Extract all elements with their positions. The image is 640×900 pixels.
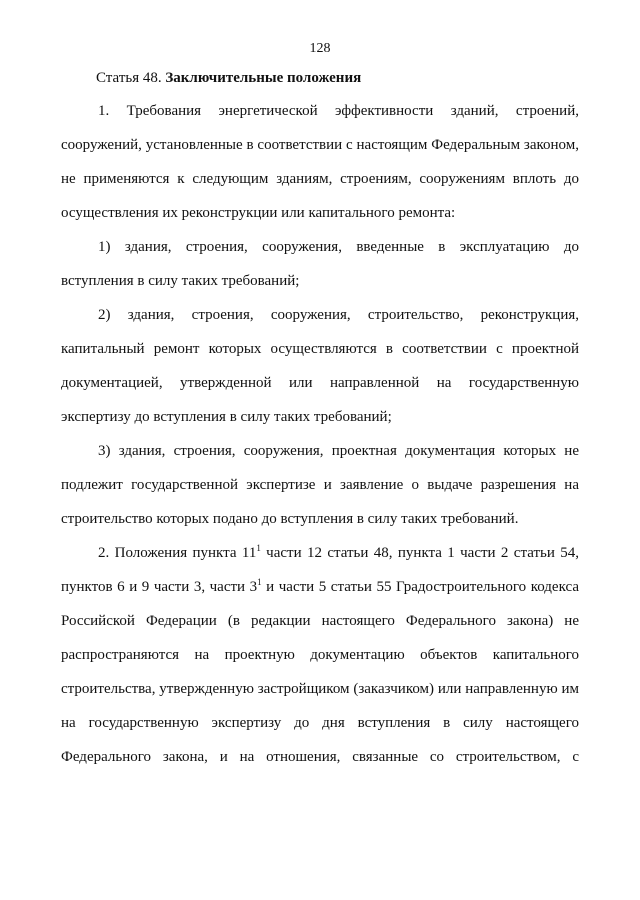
paragraph-2-part-1: 2. Положения пункта 11: [98, 545, 257, 561]
paragraph-2-superscript-2: 1: [257, 577, 262, 587]
article-body: [61, 94, 579, 774]
article-label: Статья 48.: [96, 70, 162, 86]
paragraph-2-part-2: части 12 статьи 48, пункта 1 части 2 статьи 54, пунктов 6 и 9 части 3, части 3: [61, 545, 579, 595]
paragraph-2: [61, 536, 579, 774]
paragraph-1-item-3: 3) здания, строения, сооружения, проектная документация которых не подлежит государственной экспертизе и заявление о выдаче разрешения на строительство которых подано до вступления в силу таких требований.: [61, 443, 579, 527]
paragraph-2-part-3: и части 5 статьи 55 Градостроительного кодекса Российской Федерации (в редакции настоящего Федерального закона) не распространяются на проектную документацию объектов капитального строительства, утвержденную застройщиком (заказчиком) или направленную им на государственную экспертизу до дня вступления в силу настоящего Федерального закона, и на отношения, связанные со строительством, с: [61, 579, 580, 765]
paragraph-1-item-2: 2) здания, строения, сооружения, строительство, реконструкция, капитальный ремонт которых осуществляются в соответствии с проектной документацией, утвержденной или направленной на государственную экспертизу до вступления в силу таких требований;: [61, 307, 579, 425]
article-heading: [96, 70, 361, 87]
page-number: 128: [309, 41, 331, 56]
paragraph-1-item-1: 1) здания, строения, сооружения, введенные в эксплуатацию до вступления в силу таких требований;: [61, 239, 579, 289]
paragraph-1: 1. Требования энергетической эффективности зданий, строений, сооружений, установленные в соответствии с настоящим Федеральным законом, не применяются к следующим зданиям, строениям, сооружениям вплоть до осуществления их реконструкции или капитального ремонта:: [61, 103, 579, 221]
article-title: Заключительные положения: [165, 70, 362, 86]
paragraph-2-superscript-1: 1: [256, 543, 261, 553]
